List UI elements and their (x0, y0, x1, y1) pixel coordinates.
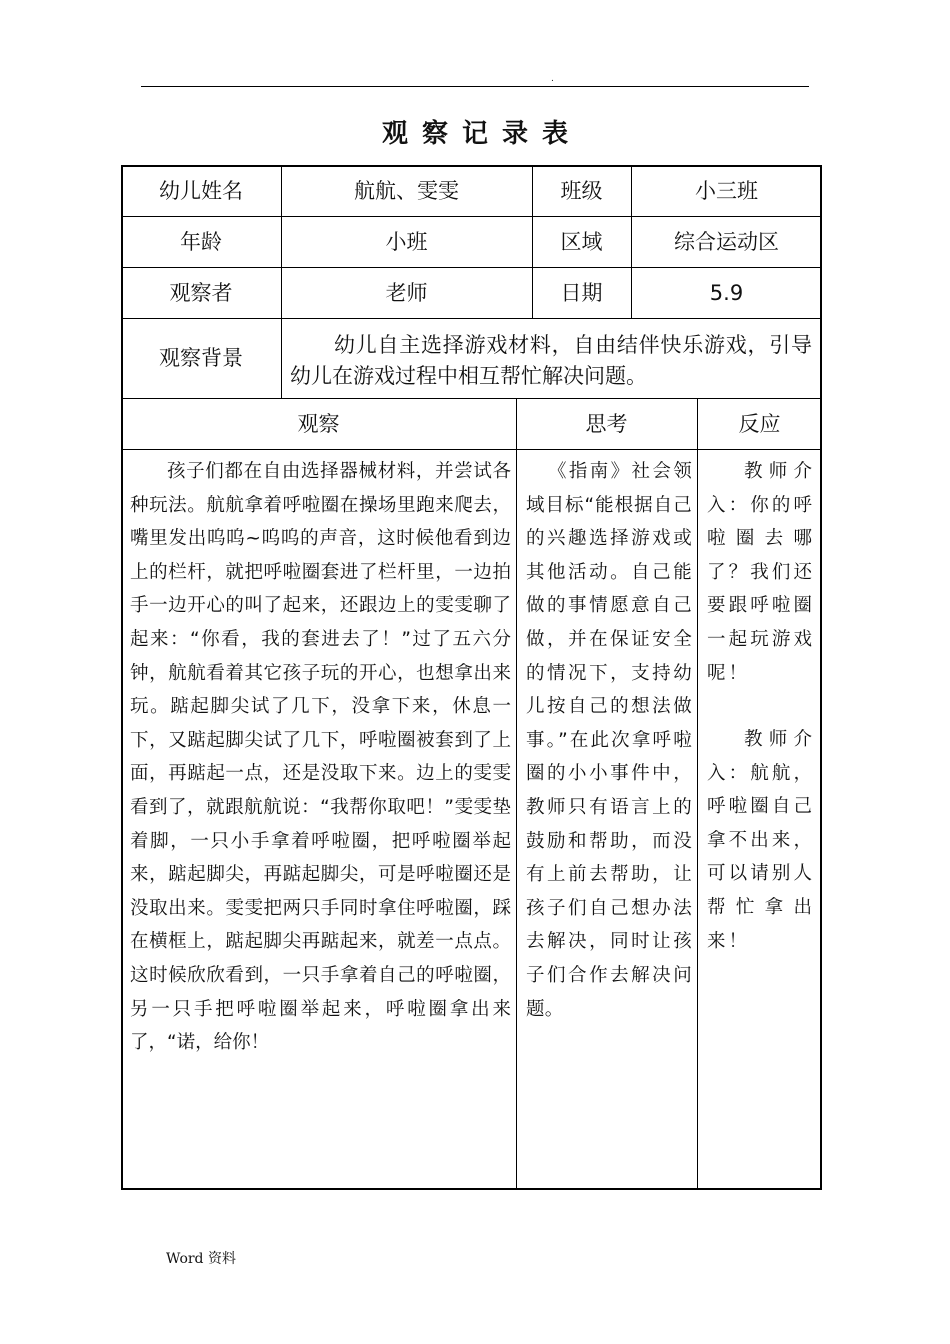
thinking-text: 《指南》社会领域目标“能根据自己的兴趣选择游戏或其他活动。自己能做的事情愿意自己做，并在保证安全的情况下，支持幼儿按自己的想法做事。”在此次拿呼啦圈的小小事件中，教师只有语言上的鼓励和帮助，而没有上前去帮助，让孩子们自己想办法去解决，同时让孩子们合作去解决问题。 (526, 461, 692, 1020)
header-dot: . (551, 74, 554, 84)
date-label: 日期 (560, 280, 603, 305)
name-value: 航航、雯雯 (354, 178, 459, 203)
class-label: 班级 (560, 178, 603, 203)
observer-value: 老师 (385, 280, 428, 305)
observation-text: 孩子们都在自由选择器械材料，并尝试各种玩法。航航拿着呼啦圈在操场里跑来爬去，嘴里发出呜呜~呜呜的声音，这时候他看到边上的栏杆，就把呼啦圈套进了栏杆里，一边拍手一边开心的叫了起来，还跟边上的雯雯聊了起来：“你看，我的套进去了！”过了五六分钟，航航看着其它孩子玩的开心，也想拿出来玩。踮起脚尖试了几下，没拿下来，休息一下，又踮起脚尖试了几下，呼啦圈被套到了上面，再踮起一点，还是没取下来。边上的雯雯看到了，就跟航航说：“我帮你取吧！”雯雯垫着脚，一只小手拿着呼啦圈，把呼啦圈举起来，踮起脚尖，再踮起脚尖，可是呼啦圈还是没取出来。雯雯把两只手同时拿住呼啦圈，踩在横框上，踮起脚尖再踮起来，就差一点点。这时候欣欣看到，一只手拿着自己的呼啦圈，另一只手把呼啦圈举起来，呼啦圈拿出来了，“诺，给你！ (130, 461, 511, 1054)
age-value: 小班 (385, 229, 428, 254)
background-text: 幼儿自主选择游戏材料，自由结伴快乐游戏，引导幼儿在游戏过程中相互帮忙解决问题。 (290, 333, 812, 388)
reaction-header: 反应 (738, 411, 781, 436)
class-value: 小三班 (695, 178, 758, 203)
background-label: 观察背景 (159, 346, 243, 370)
header-rule (141, 86, 809, 87)
row-divider (121, 449, 822, 450)
name-label: 幼儿姓名 (159, 178, 243, 203)
page-title: 观察记录表 (381, 119, 582, 149)
observation-header: 观察 (297, 411, 340, 436)
reaction-text-1: 教师介入：你的呼啦圈去哪了？我们还要跟呼啦圈一起玩游戏呢！ (707, 461, 815, 684)
date-value: 5.9 (709, 280, 744, 305)
area-label: 区域 (560, 229, 603, 254)
observer-label: 观察者 (169, 280, 233, 305)
thinking-header: 思考 (585, 411, 628, 436)
reaction-text-2: 教师介入：航航，呼啦圈自己拿不出来，可以请别人帮忙拿出来！ (707, 729, 815, 952)
footer-label: Word 资料 (166, 1251, 236, 1267)
col-divider (516, 398, 517, 1190)
col-divider (697, 398, 698, 1190)
age-label: 年龄 (180, 229, 222, 254)
area-value: 综合运动区 (674, 229, 779, 254)
